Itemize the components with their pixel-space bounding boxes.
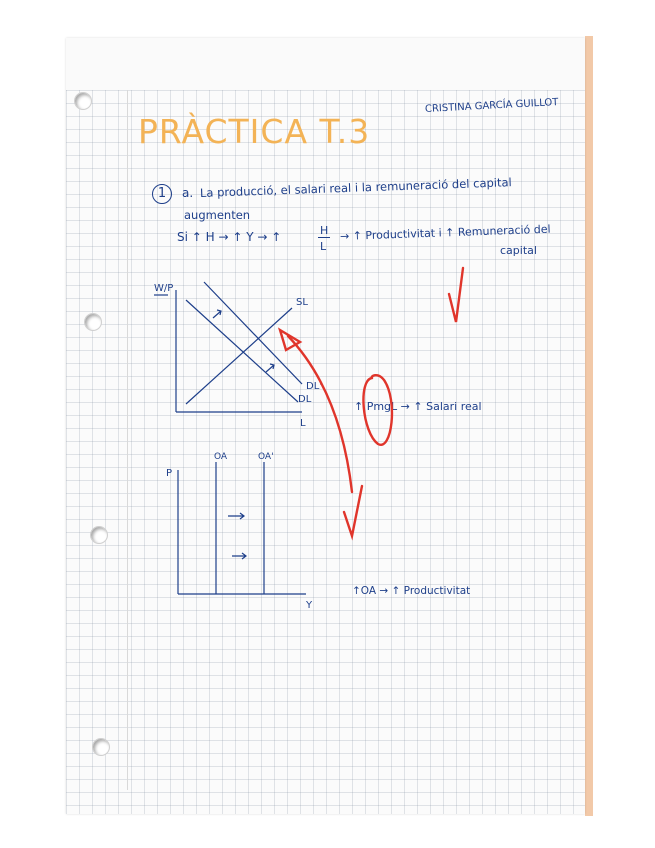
- demand-old-curve: [186, 300, 298, 402]
- labor-y-axis-label: W/P: [154, 283, 174, 294]
- teacher-marks: [280, 268, 463, 536]
- fraction-denominator: L: [320, 240, 327, 253]
- supply-label: SL: [296, 297, 308, 308]
- oa-left-label: OA: [214, 452, 228, 462]
- labor-x-axis-label: L: [300, 418, 306, 429]
- oa-right-label: OA': [258, 452, 274, 462]
- reasoning-suffix: → ↑ Productivitat i ↑ Remuneració del: [339, 222, 551, 243]
- shift-arrow-icon: [213, 310, 221, 318]
- correction-curve: [288, 336, 352, 492]
- output-note: ↑OA → ↑ Productivitat: [352, 585, 471, 597]
- answer-line-2: augmenten: [184, 208, 251, 222]
- answer-line-1: La producció, el salari real i la remuneració del capital: [199, 175, 512, 200]
- output-graph: [178, 462, 306, 594]
- check-mark-icon: [449, 268, 463, 322]
- reasoning-prefix: Si ↑ H → ↑ Y → ↑: [177, 230, 282, 244]
- labor-graph: [154, 282, 302, 412]
- reasoning-wrap: capital: [500, 244, 537, 257]
- right-arrow-icon: [228, 513, 244, 519]
- author-name: CRISTINA GARCÍA GUILLOT: [424, 97, 559, 115]
- part-label: a.: [182, 186, 194, 200]
- output-x-axis-label: Y: [306, 600, 313, 611]
- supply-curve: [186, 308, 292, 404]
- shift-arrow-icon: [266, 364, 274, 372]
- circle-mark: [363, 375, 392, 445]
- demand-new-label: DL': [306, 381, 323, 392]
- output-y-axis-label: P: [166, 468, 173, 479]
- question-number: 1: [152, 184, 172, 204]
- demand-old-label: DL: [298, 394, 312, 405]
- page-title: PRÀCTICA T.3: [138, 112, 371, 151]
- fraction-numerator: H: [320, 224, 329, 237]
- labor-note: ↑ PmgL → ↑ Salari real: [354, 400, 482, 413]
- right-arrow-icon: [232, 553, 246, 559]
- check-mark-icon: [344, 486, 362, 536]
